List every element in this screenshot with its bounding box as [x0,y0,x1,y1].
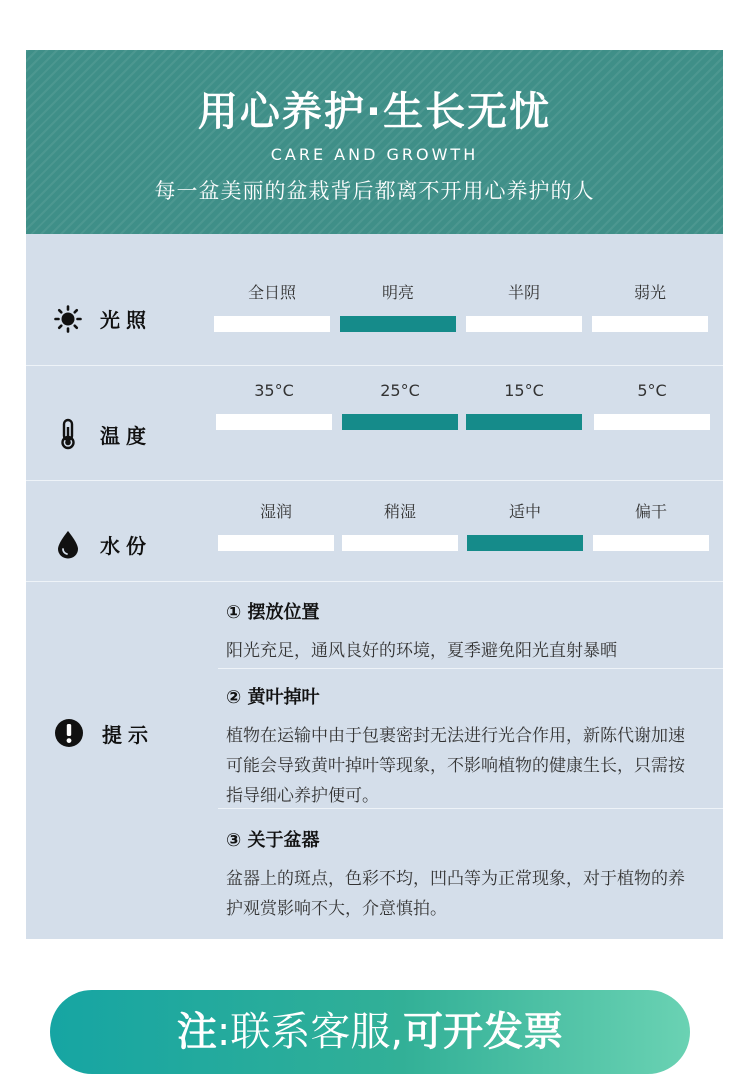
level-label: 15°C [504,381,544,400]
tip-placement [218,598,723,666]
care-card [26,50,723,939]
contact-service-banner[interactable] [50,990,690,1074]
level-label: 偏干 [634,502,667,521]
light-label [54,304,152,333]
tip-title: ① 摆放位置 [226,602,320,623]
cta-middle: :联系客服, [216,1009,404,1055]
water-drop-icon [54,529,82,559]
exclamation-icon [54,718,84,748]
header-description: 每一盆美丽的盆栽背后都离不开用心养护的人 [154,179,595,203]
level-label: 全日照 [247,283,296,302]
level-bar [214,316,330,332]
level-bar [466,316,582,332]
cta-highlight: 可开发票 [403,1009,564,1055]
light-level-2 [340,282,456,332]
level-label: 35°C [254,381,294,400]
temperature-level-3 [466,380,582,430]
temperature-level-1 [216,380,332,430]
water-level-2 [342,501,458,551]
tip-yellow-leaves [218,683,723,811]
thermometer-icon [54,418,82,450]
light-row [26,234,723,365]
level-bar [593,535,709,551]
light-level-3 [466,282,582,332]
temperature-level-2 [342,380,458,430]
level-label: 湿润 [259,502,292,521]
water-level-1 [218,501,334,551]
header-title: 用心养护·生长无忧 [197,89,552,135]
tip-title: ② 黄叶掉叶 [226,687,320,708]
level-bar-active [342,414,458,430]
level-label: 半阴 [507,283,540,302]
tip-divider [218,668,723,669]
level-bar-active [466,414,582,430]
level-bar [218,535,334,551]
water-label-text: 水份 [100,533,152,558]
level-bar [216,414,332,430]
light-label-text: 光照 [100,308,152,332]
temperature-label [54,418,152,450]
light-level-4 [592,282,708,332]
level-bar [594,414,710,430]
tip-title: ③ 关于盆器 [226,830,320,851]
tips-row [26,582,723,939]
tip-divider [218,808,723,809]
light-level-1 [214,282,330,332]
water-row [26,481,723,581]
tip-body: 阳光充足，通风良好的环境，夏季避免阳光直射暴晒 [226,641,617,661]
temperature-level-4 [594,380,710,430]
level-label: 弱光 [633,283,666,302]
level-bar-active [340,316,456,332]
level-bar-active [467,535,583,551]
water-level-4 [593,501,709,551]
sun-icon [54,305,82,333]
water-label [54,529,152,559]
header-subtitle: CARE AND GROWTH [270,145,479,164]
temperature-row [26,366,723,480]
care-header [26,50,723,234]
tip-body: 植物在运输中由于包裹密封无法进行光合作用，新陈代谢加速可能会导致黄叶掉叶等现象，不影响植物的健康生长，只需按指导细心养护便可。 [226,726,685,806]
cta-prefix: 注 [176,1009,217,1055]
tips-label [54,718,154,748]
level-label: 适中 [508,502,541,521]
level-label: 5°C [637,381,667,400]
temperature-label-text: 温度 [100,423,152,448]
level-bar [342,535,458,551]
level-label: 25°C [380,381,420,400]
level-label: 稍湿 [383,502,416,521]
tip-body: 盆器上的斑点，色彩不均，凹凸等为正常现象，对于植物的养护观赏影响不大，介意慎拍。 [226,869,685,919]
level-bar [592,316,708,332]
water-level-3 [467,501,583,551]
tip-pot [218,826,723,924]
tips-label-text: 提示 [102,722,154,747]
level-label: 明亮 [381,283,414,302]
